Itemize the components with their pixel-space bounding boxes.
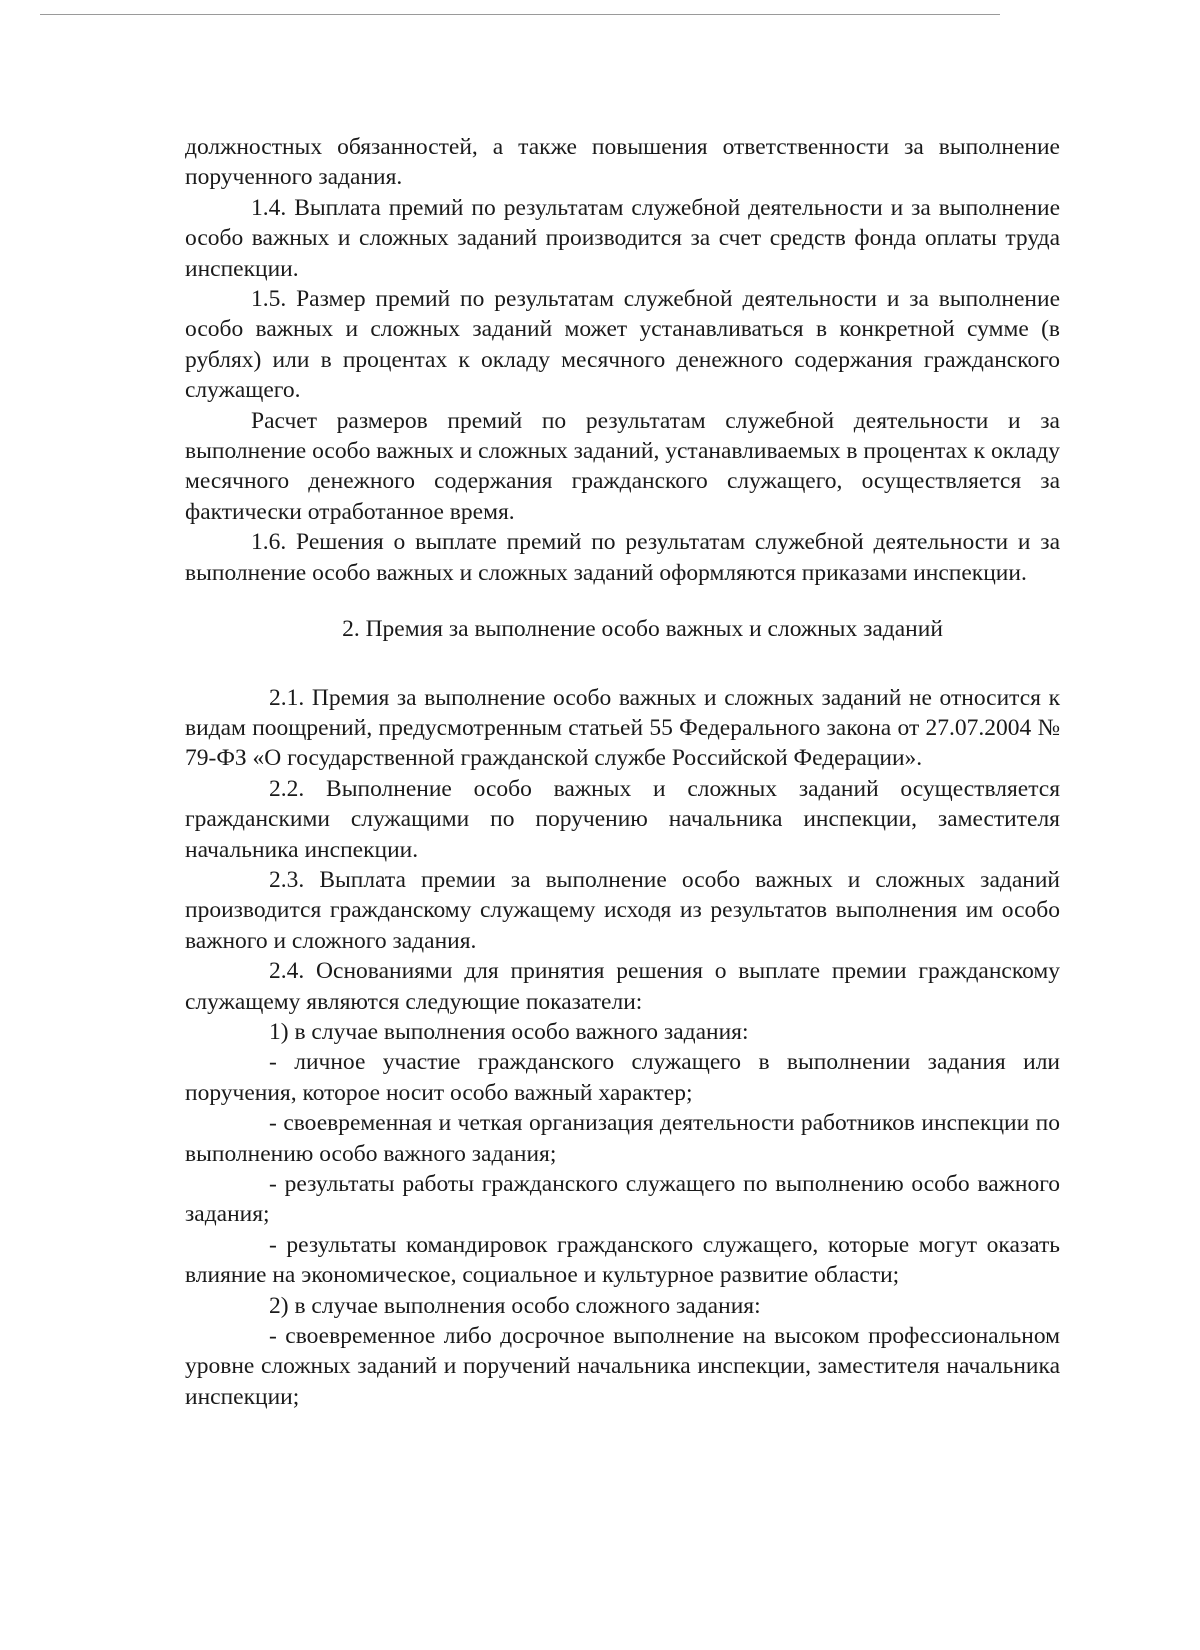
list-item: - результаты командировок гражданского служащего, которые могут оказать влияние на экономическое, социальное и культурное развитие области; xyxy=(185,1231,1060,1289)
scan-top-edge-line xyxy=(40,14,1000,15)
list-heading-important-task: 1) в случае выполнения особо важного задания: xyxy=(269,1018,749,1045)
paragraph-1-4: 1.4. Выплата премий по результатам служебной деятельности и за выполнение особо важных и сложных заданий производится за счет средств фонда оплаты труда инспекции. xyxy=(185,194,1060,282)
list-item: - личное участие гражданского служащего в выполнении задания или поручения, которое носит особо важный характер; xyxy=(185,1049,1060,1106)
list-item: - результаты работы гражданского служащего по выполнению особо важного задания; xyxy=(185,1171,1060,1228)
paragraph-continuation: должностных обязанностей, а также повышения ответственности за выполнение порученного задания. xyxy=(185,134,1060,191)
paragraph-2-3: 2.3. Выплата премии за выполнение особо важных и сложных заданий производится гражданскому служащему исходя из результатов выполнения им особо важного и сложного задания. xyxy=(185,866,1060,954)
list-item: - своевременная и четкая организация деятельности работников инспекции по выполнению особо важного задания; xyxy=(185,1110,1060,1167)
section-2-heading: 2. Премия за выполнение особо важных и сложных заданий xyxy=(342,616,943,643)
paragraph-2-4: 2.4. Основаниями для принятия решения о выплате премии гражданскому служащему являются следующие показатели: xyxy=(185,958,1060,1015)
document-page xyxy=(185,132,1060,1412)
list-heading-complex-task: 2) в случае выполнения особо сложного задания: xyxy=(269,1292,761,1319)
paragraph-1-5-calculation: Расчет размеров премий по результатам служебной деятельности и за выполнение особо важных и сложных заданий, устанавливаемых в процентах к окладу месячного денежного содержания гражданского служащего, осуществляется за фактически отработанное время. xyxy=(185,407,1060,525)
paragraph-2-2: 2.2. Выполнение особо важных и сложных заданий осуществляется гражданскими служащими по поручению начальника инспекции, заместителя начальника инспекции. xyxy=(185,775,1060,863)
paragraph-2-1: 2.1. Премия за выполнение особо важных и сложных заданий не относится к видам поощрений, предусмотренным статьей 55 Федерального закона от 27.07.2004 № 79-ФЗ «О государственной гражданской службе Российской Федерации». xyxy=(185,684,1060,772)
list-item: - своевременное либо досрочное выполнение на высоком профессиональном уровне сложных заданий и поручений начальника инспекции, заместителя начальника инспекции; xyxy=(185,1323,1060,1410)
paragraph-1-6: 1.6. Решения о выплате премий по результатам служебной деятельности и за выполнение особо важных и сложных заданий оформляются приказами инспекции. xyxy=(185,529,1060,586)
paragraph-1-5: 1.5. Размер премий по результатам служебной деятельности и за выполнение особо важных и сложных заданий может устанавливаться в конкретной сумме (в рублях) или в процентах к окладу месячного денежного содержания гражданского служащего. xyxy=(185,286,1060,404)
